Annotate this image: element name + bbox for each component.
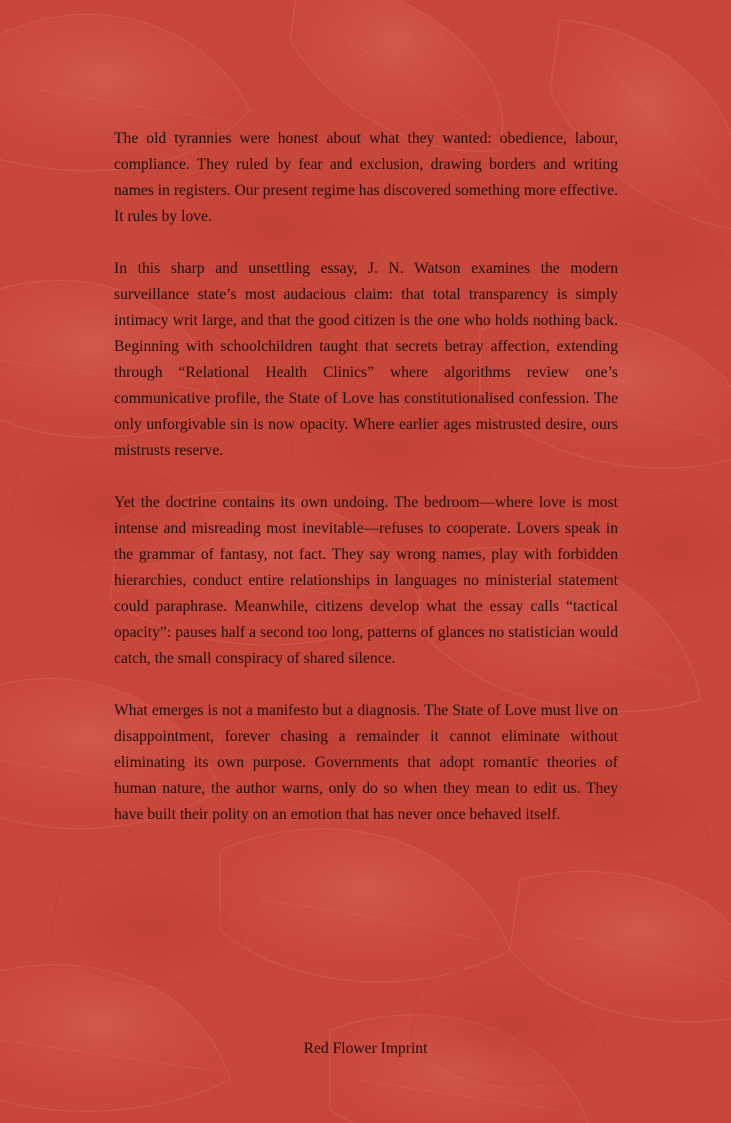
blurb-paragraph-4: What emerges is not a manifesto but a diagnosis. The State of Love must live on disappointment, forever chasing a remainder it cannot eliminate without eliminating its own purpose. Governments that adopt romantic theories of human nature, the author warns, only do so when they mean to edit us. They have built their polity on an emotion that has never once behaved itself. [114,702,618,823]
blurb-paragraph-3: Yet the doctrine contains its own undoing. The bedroom—where love is most intense and misreading most inevitable—refuses to cooperate. Lovers speak in the grammar of fantasy, not fact. They say wrong names, play with forbidden hierarchies, conduct entire relationships in languages no ministerial statement could paraphrase. Meanwhile, citizens develop what the essay calls “tactical opacity”: pauses half a second too long, patterns of glances no statistician would catch, the small conspiracy of shared silence. [114,494,618,667]
blurb-paragraph-2: In this sharp and unsettling essay, J. N. Watson examines the modern surveillance state’s most audacious claim: that total transparency is simply intimacy writ large, and that the good citizen is the one who holds nothing back. Beginning with schoolchildren taught that secrets betray affection, extending through “Relational Health Clinics” where algorithms review one’s communicative profile, the State of Love has constitutionalised confession. The only unforgivable sin is now opacity. Where earlier ages mistrusted desire, ours mistrusts reserve. [114,260,618,459]
blurb-paragraph-1: The old tyrannies were honest about what they wanted: obedience, labour, compliance. They ruled by fear and exclusion, drawing borders and writing names in registers. Our present regime has discovered something more effective. It rules by love. [114,130,618,225]
blurb-text [114,126,618,828]
publisher-imprint: Red Flower Imprint [303,1040,428,1057]
